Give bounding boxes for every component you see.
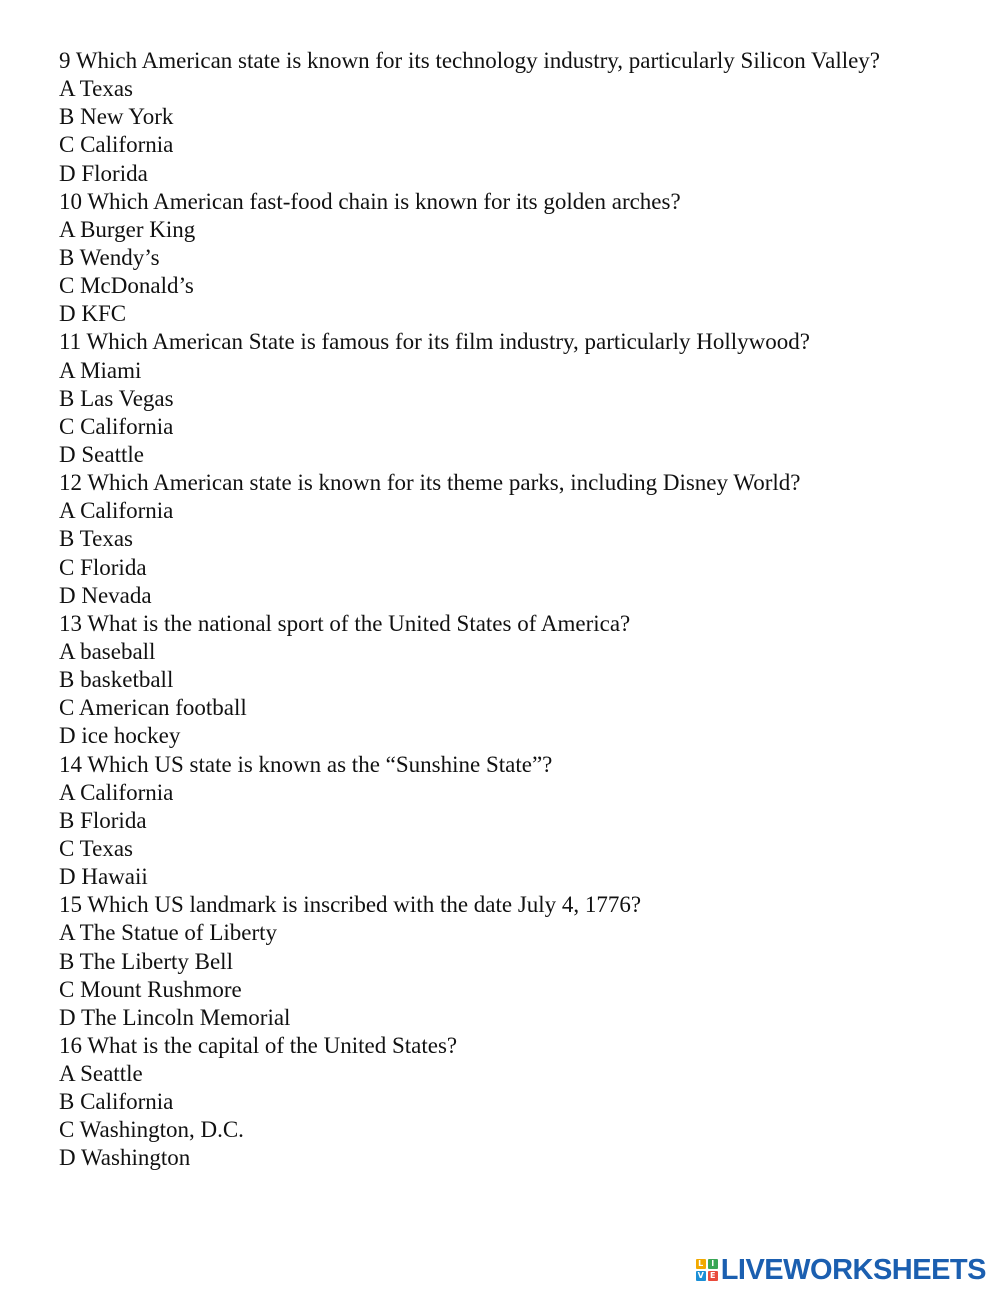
answer-option: B The Liberty Bell	[59, 948, 233, 974]
mark-square: L	[696, 1259, 706, 1269]
liveworksheets-wordmark: LIVEWORKSHEETS	[720, 1253, 986, 1286]
question-block	[59, 328, 979, 469]
answer-option: D Seattle	[59, 441, 144, 467]
answer-option: C McDonald’s	[59, 273, 194, 299]
question-block	[59, 1032, 979, 1173]
question-block	[59, 188, 979, 329]
question-block	[59, 610, 979, 751]
question-text: 15 Which US landmark is inscribed with the date July 4, 1776?	[59, 892, 642, 918]
answer-option: D ice hockey	[59, 723, 181, 749]
question-text: 11 Which American State is famous for its film industry, particularly Hollywood?	[59, 329, 810, 355]
question-text: 12 Which American state is known for its theme parks, including Disney World?	[59, 470, 801, 496]
mark-square: I	[708, 1259, 718, 1269]
answer-option: D Nevada	[59, 582, 152, 608]
mark-square: E	[708, 1271, 718, 1281]
answer-option: D The Lincoln Memorial	[59, 1004, 291, 1030]
answer-option: C Florida	[59, 554, 147, 580]
question-block	[59, 469, 979, 610]
question-text: 9 Which American state is known for its technology industry, particularly Silicon Valley?	[59, 48, 881, 73]
answer-option: A California	[59, 498, 174, 524]
question-block	[59, 751, 979, 892]
liveworksheets-logo	[696, 1253, 986, 1287]
answer-option: B Texas	[59, 526, 133, 552]
answer-option: D Florida	[59, 160, 148, 186]
answer-option: A California	[59, 779, 174, 805]
answer-option: C Texas	[59, 835, 133, 861]
mark-square: V	[697, 1271, 704, 1280]
answer-option: B New York	[59, 104, 174, 130]
answer-option: A baseball	[59, 638, 156, 664]
question-text: 16 What is the capital of the United States?	[59, 1032, 458, 1058]
answer-option: B Wendy’s	[59, 244, 160, 270]
answer-option: C California	[59, 413, 174, 439]
liveworksheets-mark-icon	[696, 1259, 718, 1281]
question-text: 14 Which US state is known as the “Sunshine State”?	[59, 751, 553, 777]
answer-option: B basketball	[59, 667, 174, 693]
answer-option: D KFC	[59, 301, 127, 327]
question-block	[59, 891, 979, 1032]
answer-option: C Mount Rushmore	[59, 976, 242, 1002]
worksheet-content	[59, 47, 979, 1173]
answer-option: D Washington	[59, 1145, 191, 1171]
answer-option: A The Statue of Liberty	[59, 920, 278, 946]
answer-option: C Washington, D.C.	[59, 1117, 244, 1143]
question-text: 13 What is the national sport of the United States of America?	[59, 610, 631, 636]
answer-option: A Miami	[59, 357, 142, 383]
answer-option: A Seattle	[59, 1061, 143, 1087]
answer-option: B Florida	[59, 807, 147, 833]
question-block	[59, 47, 979, 188]
answer-option: A Burger King	[59, 216, 196, 242]
answer-option: B Las Vegas	[59, 385, 174, 411]
answer-option: A Texas	[59, 76, 133, 102]
answer-option: C California	[59, 132, 174, 158]
answer-option: B California	[59, 1089, 174, 1115]
answer-option: D Hawaii	[59, 864, 148, 890]
question-text: 10 Which American fast-food chain is known for its golden arches?	[59, 188, 681, 214]
answer-option: C American football	[59, 695, 247, 721]
